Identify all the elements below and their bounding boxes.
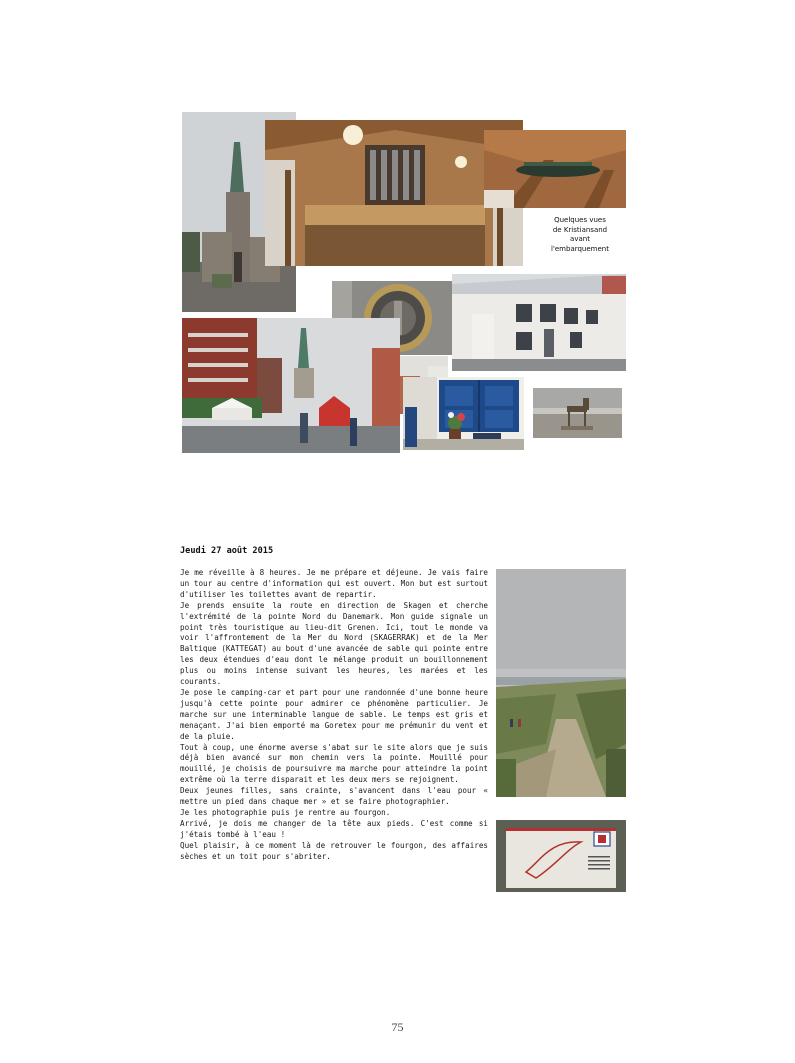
journal-paragraph: Je pose le camping-car et part pour une randonnée d'une bonne heure jusqu'à cette pointe pour admirer ce phénomène particulier. Je marche sur une interminable langue de sable. Le temps est gris et menaçant. J'ai bien emporté ma Goretex pour me prémunir du vent et de la pluie. bbox=[180, 687, 488, 741]
caption-line: avant bbox=[570, 235, 590, 243]
photo-horse-sculpture bbox=[533, 388, 622, 438]
collage-caption bbox=[540, 216, 620, 254]
journal-paragraph: Deux jeunes filles, sans crainte, s'avancent dans l'eau pour « mettre un pied dans chaque mer » et se faire photographier. bbox=[180, 786, 488, 807]
page-number: 75 bbox=[391, 1020, 404, 1034]
journal-paragraph: Je me réveille à 8 heures. Je me prépare et déjeune. Je vais faire un tour au centre d'information qui est ouvert. Mon but est surtout d'utiliser les toilettes avant de repartir. bbox=[180, 568, 488, 599]
photo-map-sign bbox=[496, 820, 626, 892]
caption-line: de Kristiansand bbox=[552, 225, 608, 234]
journal-paragraph: Je les photographie puis je rentre au fourgon. bbox=[180, 807, 391, 817]
journal-paragraph: Arrivé, je dois me changer de la tête aux pieds. C'est comme si j'étais tombé à l'eau ! bbox=[180, 818, 488, 839]
journal-paragraph: Quel plaisir, à ce moment là de retrouver le fourgon, des affaires sèches et un toit pour s'abriter. bbox=[180, 840, 488, 861]
photo-ceiling-boat bbox=[484, 130, 626, 208]
journal-body bbox=[180, 568, 488, 862]
photo-blue-door bbox=[403, 377, 524, 450]
photo-dunes-path bbox=[496, 569, 626, 797]
photo-white-houses bbox=[452, 274, 626, 371]
caption-line: l'embarquement bbox=[551, 244, 609, 253]
photo-market-square bbox=[182, 318, 400, 453]
journal-paragraph: Tout à coup, une énorme averse s'abat sur le site alors que je suis déjà bien avancé sur mon chemin vers la pointe. Mouillé pour mouillé, je choisis de poursuivre ma marche pour atteindre la point extrême où la terre disparait et les deux mers se rejoignent. bbox=[180, 742, 488, 785]
caption-line: Quelques vues bbox=[554, 216, 606, 224]
journal-date-title: Jeudi 27 août 2015 bbox=[180, 546, 274, 556]
journal-paragraph: Je prends ensuite la route en direction de Skagen et cherche l'extrémité de la pointe Nord du Danemark. Mon guide signale un point très touristique au lieu-dit Grenen. Ici, tout le monde va voir l'affrontement de la Mer du Nord (SKAGERRAK) et de la Mer Baltique (KATTEGAT) au bout d'une avancée de sable qui pointe entre les deux étendues d'eau dont le mélange produit un bouillonnement plus ou moins intense suivant les heures, les marées et les courants. bbox=[180, 600, 488, 687]
